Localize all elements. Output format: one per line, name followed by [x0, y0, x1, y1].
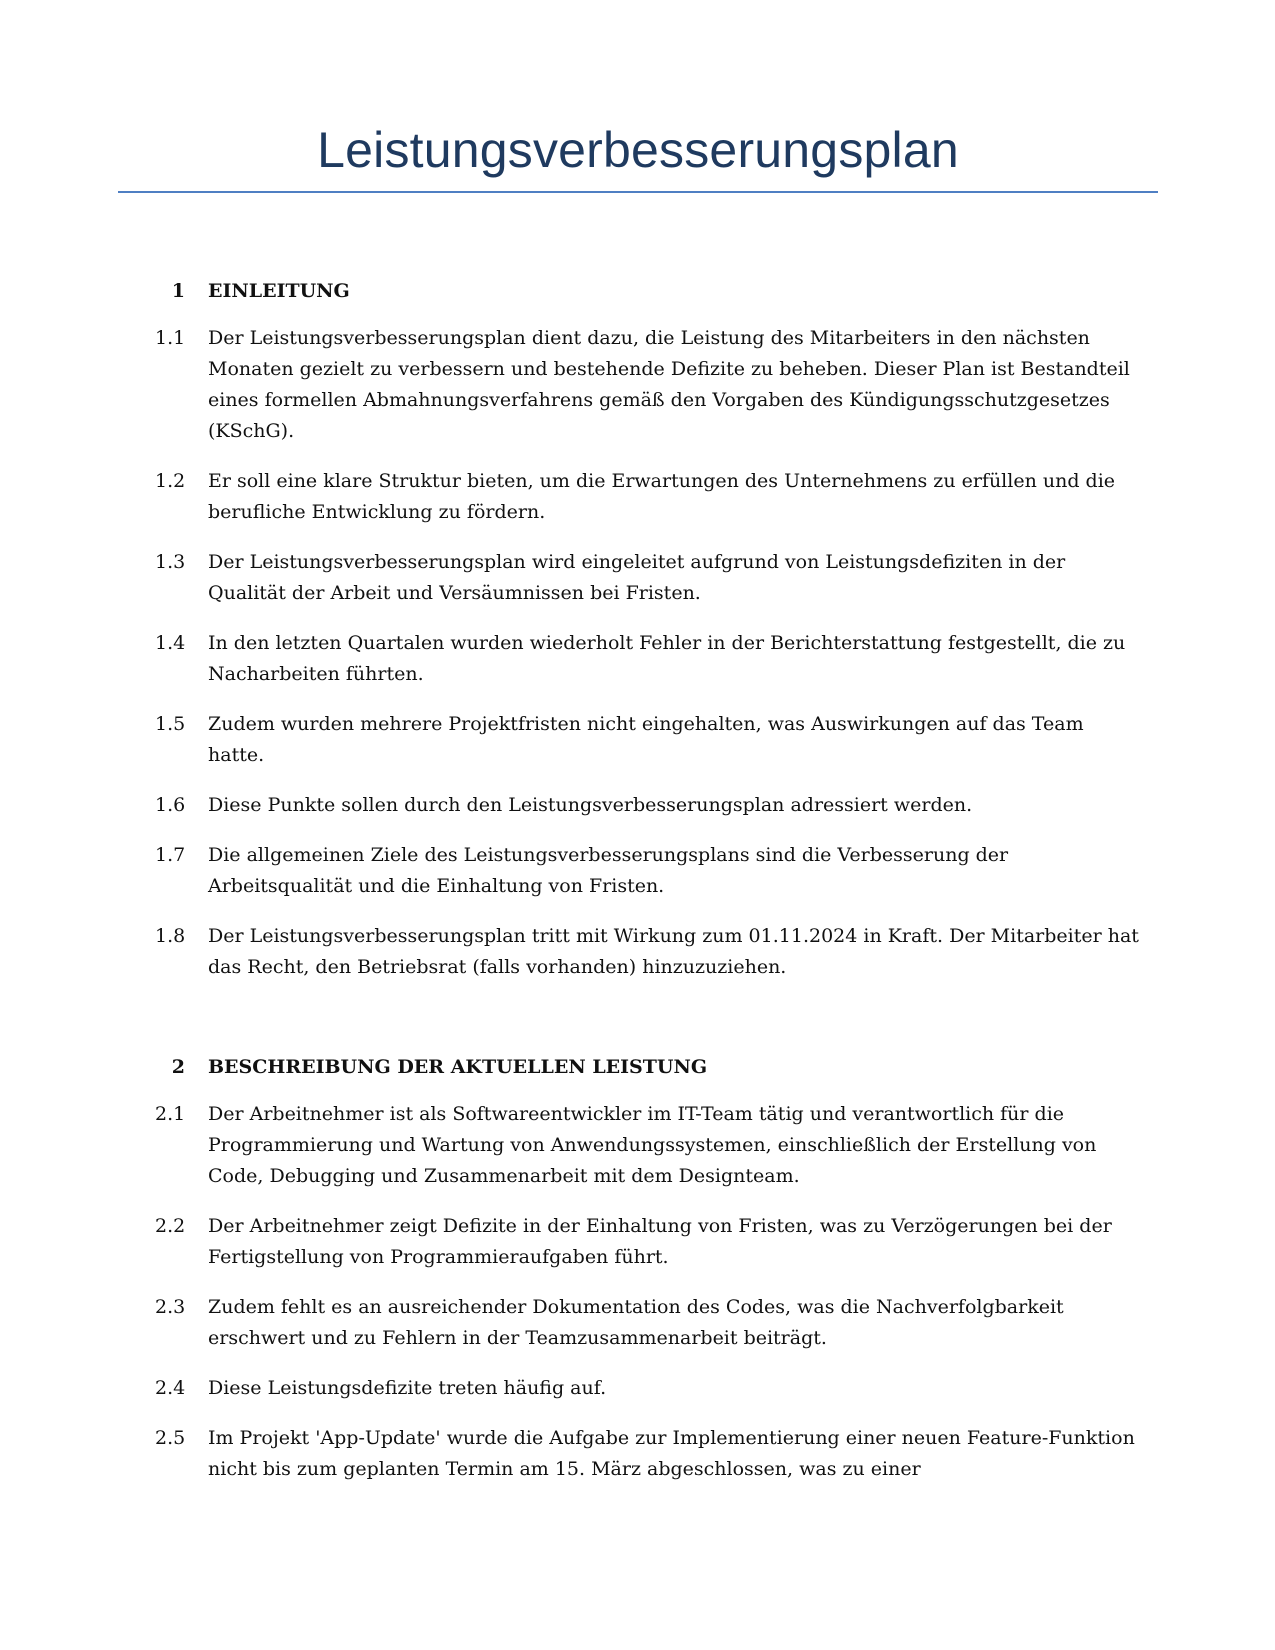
list-item: [0, 547, 1143, 609]
list-item: [0, 1211, 1143, 1273]
section-heading: [0, 1052, 1275, 1082]
item-text: Er soll eine klare Struktur bieten, um die Erwartungen des Unternehmens zu erfüllen und die berufliche Entwicklung zu fördern.: [208, 470, 1116, 523]
section-number: 1: [171, 280, 185, 302]
item-number: 1.3: [155, 551, 186, 573]
item-text: Der Leistungsverbesserungsplan wird eingeleitet aufgrund von Leistungsdefiziten in der Qualität der Arbeit und Versäumnissen bei Fristen.: [208, 551, 1066, 604]
item-text: Der Arbeitnehmer ist als Softwareentwickler im IT-Team tätig und verantwortlich für die Programmierung und Wartung von Anwendungssystemen, einschließlich der Erstellung von Code, Debugging und Zusammenarbeit mit dem Designteam.: [208, 1103, 1097, 1187]
list-item: [0, 628, 1143, 690]
section-heading: [0, 276, 1275, 306]
item-text: Die allgemeinen Ziele des Leistungsverbesserungsplans sind die Verbesserung der Arbeitsqualität und die Einhaltung von Fristen.: [208, 844, 1009, 897]
item-number: 1.7: [155, 844, 186, 866]
item-number: 2.3: [155, 1296, 186, 1318]
list-item: [0, 709, 1143, 771]
item-text: Zudem wurden mehrere Projektfristen nicht eingehalten, was Auswirkungen auf das Team hatte.: [208, 713, 1084, 766]
list-item: [0, 1423, 1143, 1485]
title-underline: [118, 191, 1158, 193]
document-body: [0, 276, 1275, 1504]
item-text: Der Leistungsverbesserungsplan dient dazu, die Leistung des Mitarbeiters in den nächsten Monaten gezielt zu verbessern und bestehende Defizite zu beheben. Dieser Plan ist Bestandteil eines formellen Abmahnungsverfahrens gemäß den Vorgaben des Kündigungsschutzgesetzes (KSchG).: [208, 327, 1130, 442]
item-number: 2.5: [155, 1427, 186, 1449]
item-number: 1.8: [155, 925, 186, 947]
item-number: 2.2: [155, 1215, 186, 1237]
item-number: 1.5: [155, 713, 186, 735]
item-number: 2.1: [155, 1103, 186, 1125]
item-number: 1.2: [155, 470, 186, 492]
item-number: 2.4: [155, 1377, 186, 1399]
item-number: 1.6: [155, 794, 186, 816]
section-title: BESCHREIBUNG DER AKTUELLEN LEISTUNG: [208, 1056, 708, 1078]
item-number: 1.4: [155, 632, 186, 654]
section-title: EINLEITUNG: [208, 280, 350, 302]
item-number: 1.1: [155, 327, 186, 349]
item-text: Zudem fehlt es an ausreichender Dokumentation des Codes, was die Nachverfolgbarkeit erschwert und zu Fehlern in der Teamzusammenarbeit beiträgt.: [208, 1296, 1064, 1349]
list-item: [0, 921, 1143, 983]
list-item: [0, 790, 1143, 821]
item-text: In den letzten Quartalen wurden wiederholt Fehler in der Berichterstattung festgestellt, die zu Nacharbeiten führten.: [208, 632, 1126, 685]
item-text: Der Leistungsverbesserungsplan tritt mit Wirkung zum 01.11.2024 in Kraft. Der Mitarbeiter hat das Recht, den Betriebsrat (falls vorhanden) hinzuzuziehen.: [208, 925, 1139, 978]
item-text: Der Arbeitnehmer zeigt Defizite in der Einhaltung von Fristen, was zu Verzögerungen bei der Fertigstellung von Programmieraufgaben führt.: [208, 1215, 1112, 1268]
list-item: [0, 323, 1143, 447]
list-item: [0, 840, 1143, 902]
section-number: 2: [171, 1056, 185, 1078]
list-item: [0, 466, 1143, 528]
list-item: [0, 1292, 1143, 1354]
list-item: [0, 1099, 1143, 1192]
item-text: Diese Leistungsdefizite treten häufig auf.: [208, 1377, 607, 1399]
list-item: [0, 1373, 1143, 1404]
section-spacer: [0, 1002, 1275, 1052]
item-text: Diese Punkte sollen durch den Leistungsverbesserungsplan adressiert werden.: [208, 794, 973, 816]
item-text: Im Projekt 'App-Update' wurde die Aufgabe zur Implementierung einer neuen Feature-Funktion nicht bis zum geplanten Termin am 15. März abgeschlossen, was zu einer: [208, 1427, 1135, 1480]
document-title: Leistungsverbesserungsplan: [317, 122, 959, 178]
